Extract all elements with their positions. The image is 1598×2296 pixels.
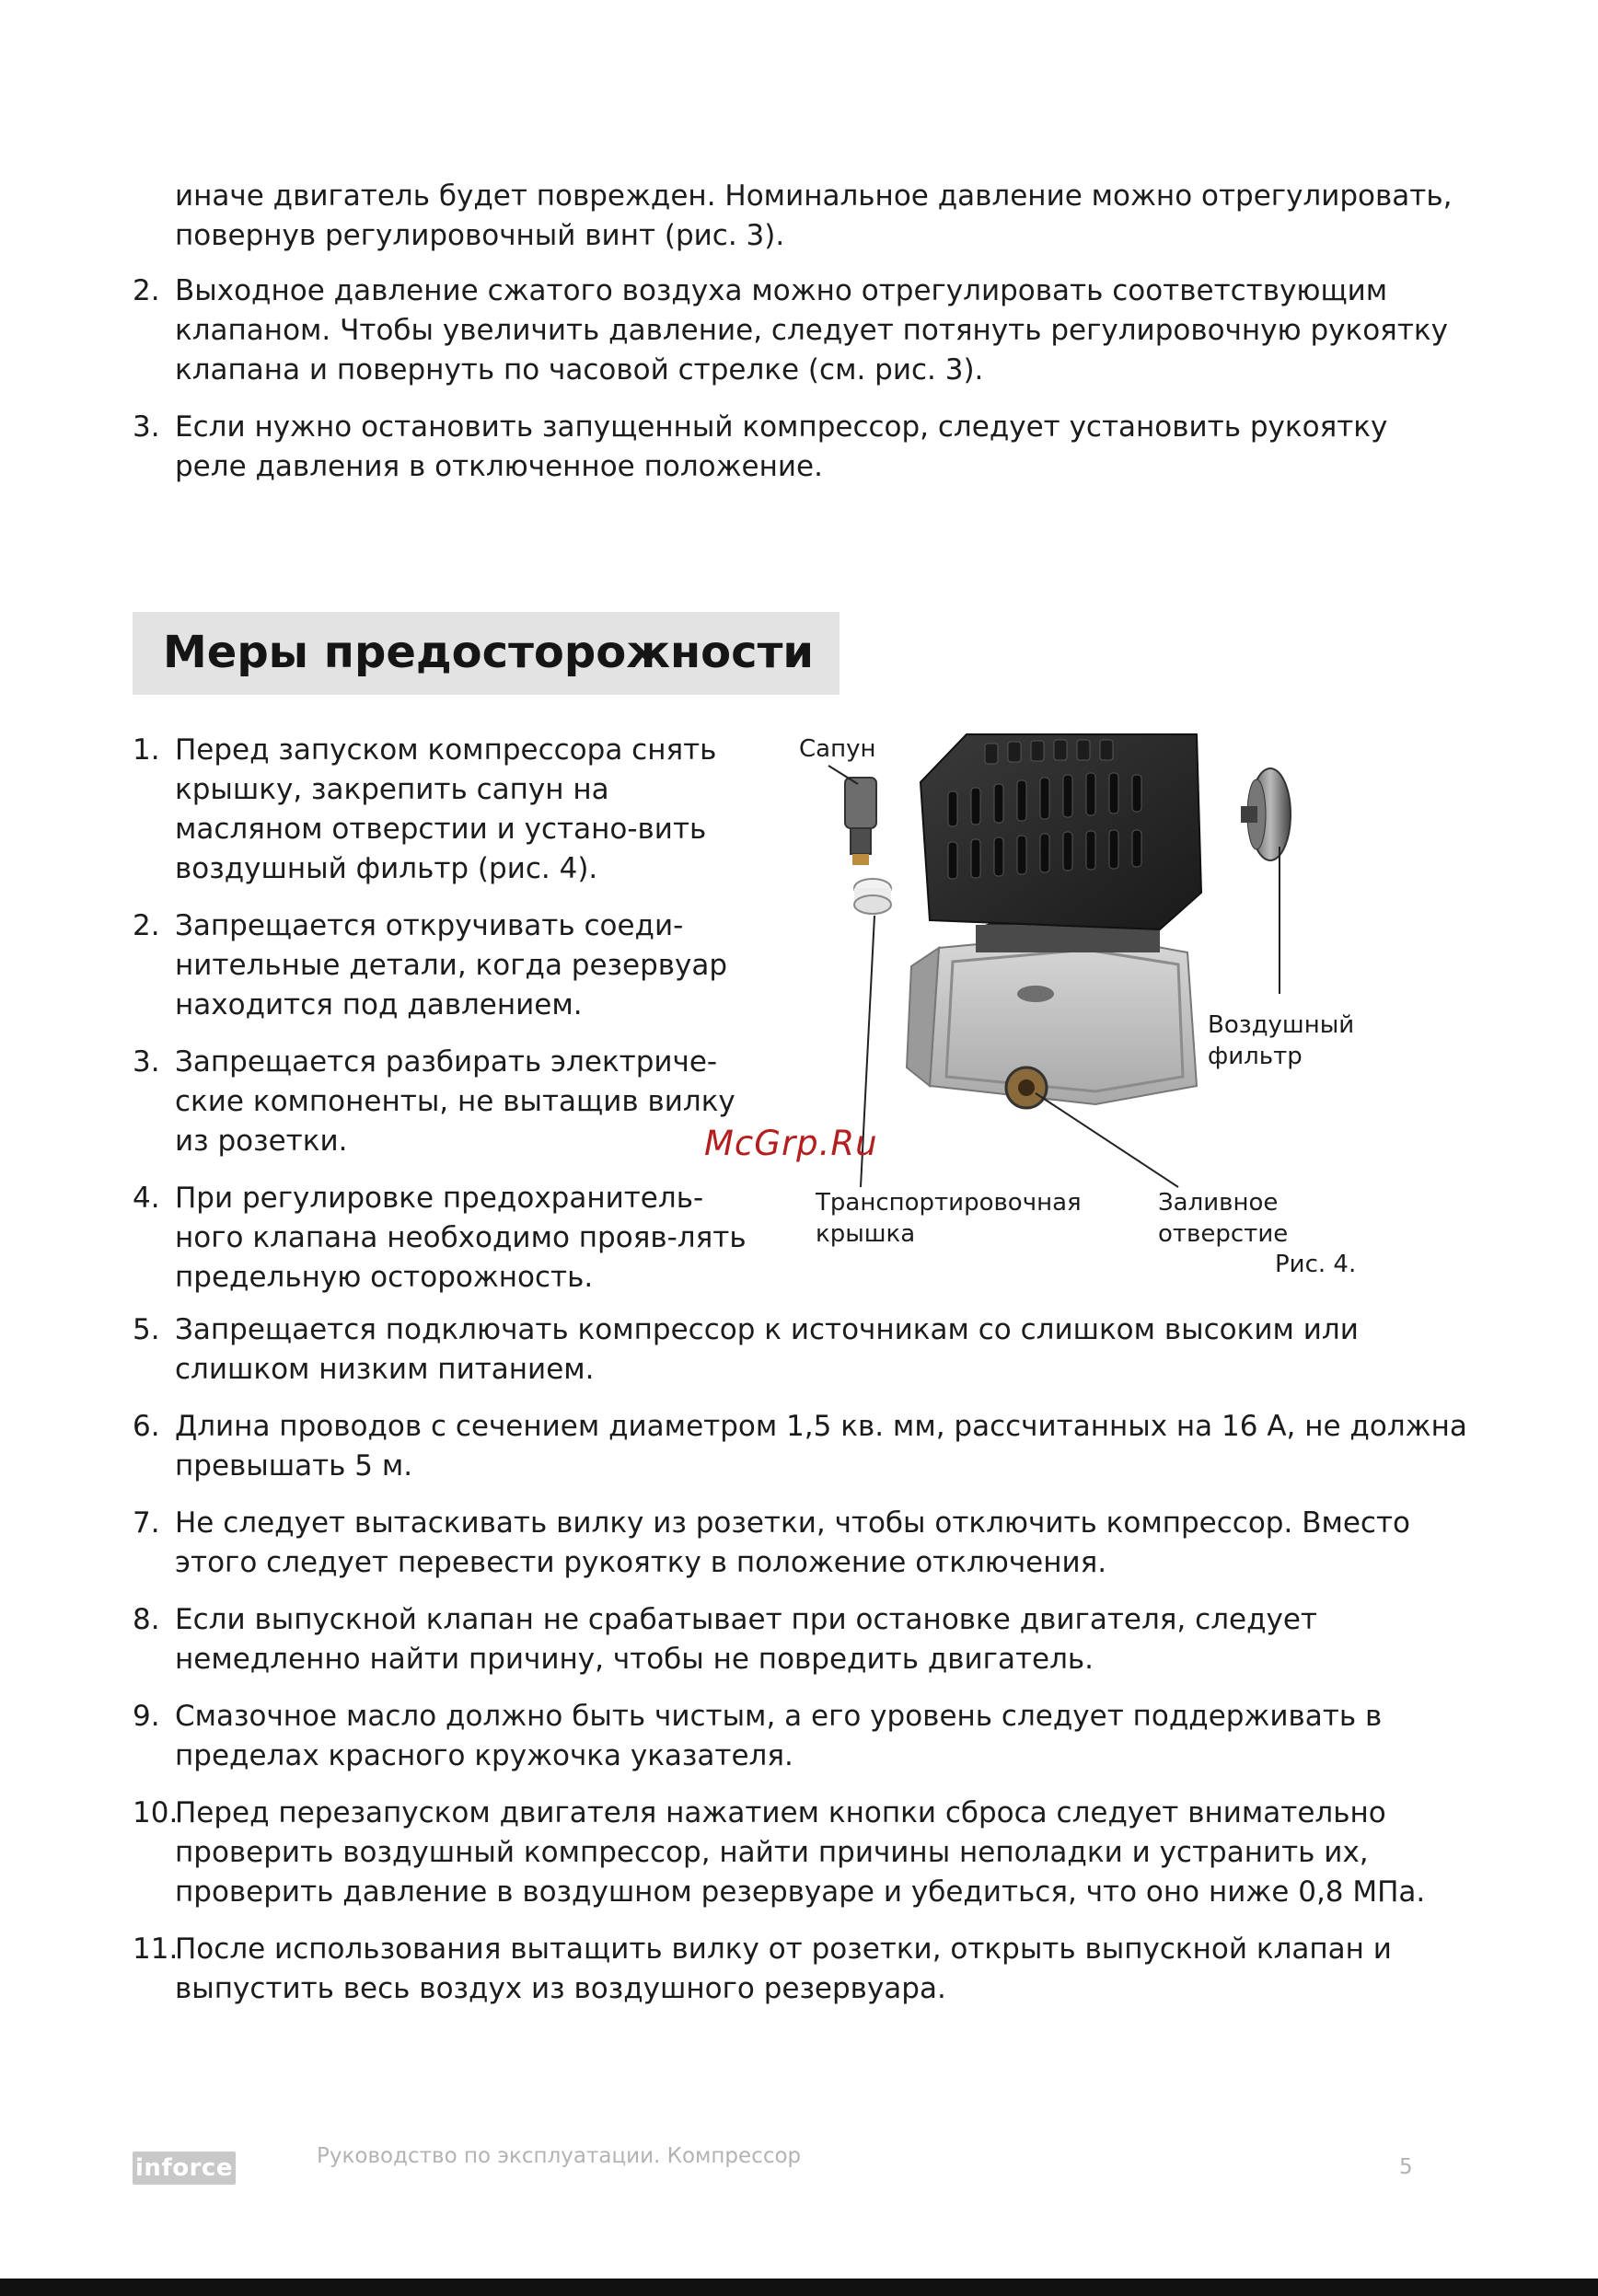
intro-list <box>133 271 1467 504</box>
watermark-text: McGrp.Ru <box>704 1124 878 1163</box>
list-item: 1. Перед запуском компрессора снять крышку, закрепить сапун на масляном отверстии и устано-вить воздушный фильтр (рис. 4). <box>133 733 717 885</box>
section-heading-box <box>133 612 840 695</box>
list-item: 7. Не следует вытаскивать вилку из розетки, чтобы отключить компрессор. Вместо этого следует перевести рукоятку в положение отключения. <box>133 1506 1410 1579</box>
list-item: 8. Если выпускной клапан не срабатывает при остановке двигателя, следует немедленно найти причину, чтобы не повредить двигатель. <box>133 1603 1317 1676</box>
breather-part <box>828 766 876 865</box>
list-item: 6. Длина проводов с сечением диаметром 1,5 кв. мм, рассчитанных на 16 А, не должна превышать 5 м. <box>133 1410 1467 1483</box>
footer-title: Руководство по эксплуатации. Компрессор <box>317 2144 802 2168</box>
list-item: 10. Перед перезапуском двигателя нажатием кнопки сброса следует внимательно проверить воздушный компрессор, найти причины неполадки и устранить их, проверить давление в воздушном резервуаре и убедиться, что оно ниже 0,8 МПа. <box>133 1796 1426 1909</box>
list-item: 4. При регулировке предохранитель-ного клапана необходимо прояв-лять предельную осторожность. <box>133 1182 747 1294</box>
label-air-filter: Воздушный фильтр <box>1208 1011 1355 1070</box>
precautions-list-wide <box>133 1310 1467 2026</box>
label-fill-hole: Заливное отверстие <box>1158 1189 1289 1248</box>
list-item: 2. Выходное давление сжатого воздуха можно отрегулировать соответствующим клапаном. Чтобы увеличить давление, следует потянуть регулировочную рукоятку клапана и повернуть по часовой стрелке (см. рис. 3). <box>133 274 1448 387</box>
air-filter-part <box>1241 768 1291 994</box>
list-item: 9. Смазочное масло должно быть чистым, а его уровень следует поддерживать в пределах красного кружочка указателя. <box>133 1700 1383 1772</box>
page-number: 5 <box>1399 2155 1413 2179</box>
list-item: 3. Если нужно остановить запущенный компрессор, следует установить рукоятку реле давления в отключенное положение. <box>133 410 1388 483</box>
list-item: 2. Запрещается откручивать соеди-нительные детали, когда резервуар находится под давлением. <box>133 909 728 1021</box>
brand-logo: inforce <box>133 2152 236 2185</box>
list-item: 11. После использования вытащить вилку от розетки, открыть выпускной клапан и выпустить весь воздух из воздушного резервуара. <box>133 1933 1392 2005</box>
compressor-figure <box>792 727 1381 1206</box>
list-item: 3. Запрещается разбирать электриче-ские компоненты, не вытащив вилку из розетки. <box>133 1045 735 1158</box>
label-transport-cap: Транспортировочная крышка <box>816 1189 1082 1248</box>
engine-body <box>907 909 1197 1104</box>
intro-continuation: иначе двигатель будет поврежден. Номинальное давление можно отрегулировать, повернув регулировочный винт (рис. 3). <box>175 179 1453 252</box>
figure-caption: Рис. 4. <box>1275 1251 1357 1278</box>
precautions-list-narrow <box>133 731 758 1315</box>
list-item: 5. Запрещается подключать компрессор к источникам со слишком высоким или слишком низким питанием. <box>133 1313 1359 1386</box>
scan-bottom-edge <box>0 2279 1598 2296</box>
engine-cover <box>921 734 1201 929</box>
label-breather: Сапун <box>799 735 876 763</box>
section-heading: Меры предосторожности <box>163 627 815 678</box>
